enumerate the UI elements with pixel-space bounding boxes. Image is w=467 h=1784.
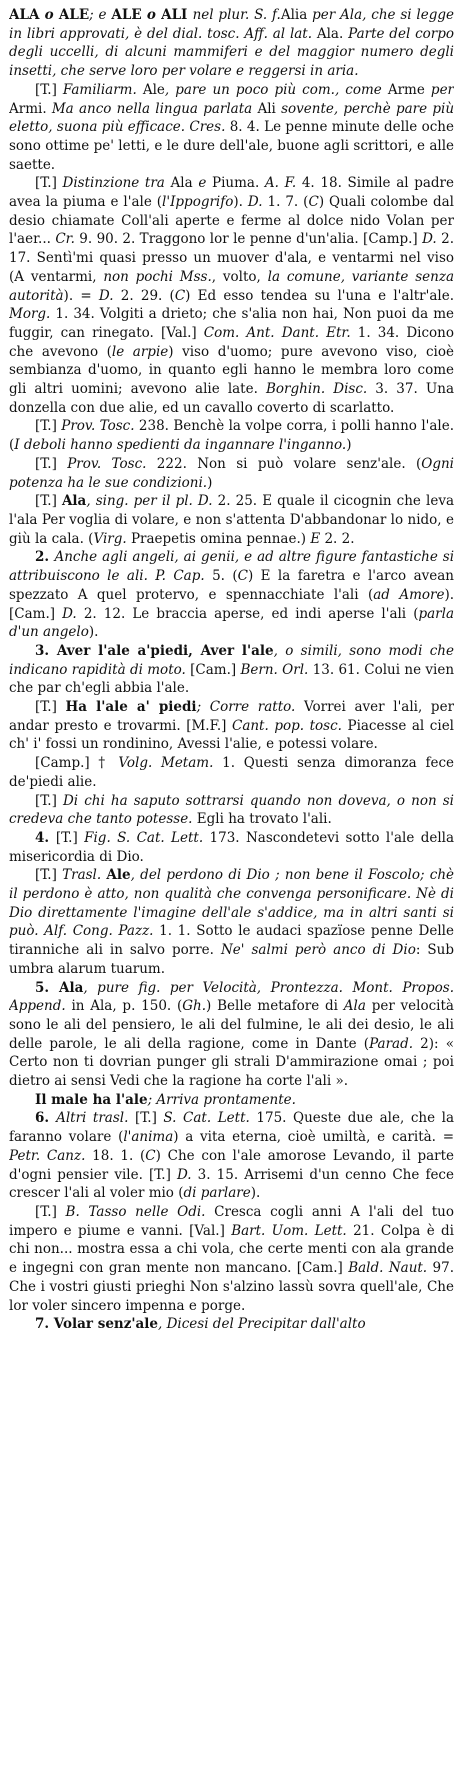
text-run: ) a vita eterna, cioè umiltà, e carità. = xyxy=(173,1129,454,1146)
text-run: Com. Ant. Dant. Etr. xyxy=(203,324,358,341)
text-run: le arpie xyxy=(111,343,169,360)
text-run: Fig. S. Cat. Lett. xyxy=(84,829,210,846)
text-run: Piacesse al ciel ch' i' fossi un rondinino, Avessi l'alie, e potessi volare. xyxy=(9,717,454,753)
text-run: Ala xyxy=(343,998,372,1015)
text-run: B. Tasso nelle Odi. xyxy=(65,1204,215,1220)
entry-paragraph xyxy=(9,754,454,791)
text-run: 97. Che i vostri giusti prieghi Non s'alzino lassù sovra quell'ale, Che lor voler sincero impenna e porge. xyxy=(9,1260,454,1314)
text-run: , sing. per il pl. D. xyxy=(86,493,218,510)
text-run: [T.] xyxy=(35,699,66,716)
text-run: Virg. xyxy=(93,530,131,547)
text-run: 5. Ala xyxy=(35,979,84,996)
text-run: Distinzione tra xyxy=(62,175,171,192)
text-run: C xyxy=(237,568,248,585)
text-run: ). = xyxy=(63,287,99,304)
text-run: Ala xyxy=(61,493,87,510)
text-run: in Ala, p. 150. ( xyxy=(71,998,183,1015)
text-run: Borghin. Disc. xyxy=(266,381,376,398)
text-run: 1. 7. ( xyxy=(267,194,309,211)
text-run: Bern. Orl. xyxy=(240,661,313,678)
text-run: Anche agli angeli, ai genii, e ad altre figure fantastiche si attribuiscono le ali. P. Cap. xyxy=(9,549,454,585)
text-run: : Sub umbra alarum tuarum. xyxy=(9,942,454,977)
entry-paragraph xyxy=(9,548,454,642)
entry-paragraph xyxy=(9,455,454,492)
text-run: S. Cat. Lett. xyxy=(163,1110,257,1127)
text-run: la comune, variante senza autorità xyxy=(9,268,454,304)
text-run: Trasl. xyxy=(62,867,107,884)
text-run: ) Belle metafore di xyxy=(206,998,344,1015)
text-run: 2. 12. Le braccia aperse, ed indi aperse l'ali ( xyxy=(83,605,419,622)
text-run: Vorrei aver l'ali, per andar presto e trovarmi. [M.F.] xyxy=(9,699,454,734)
text-run: Ala xyxy=(170,175,199,192)
text-run: ; e xyxy=(89,7,112,23)
text-run: 1. 1. Sotto le audaci spazïose penne Delle tiranniche ali in salvo porre. xyxy=(9,923,454,959)
text-run: Ma anco nella lingua parlata xyxy=(51,100,258,117)
text-run: Gh. xyxy=(182,998,207,1015)
text-run: D. xyxy=(62,605,84,622)
text-run: [T.] xyxy=(55,829,85,846)
text-run: e xyxy=(198,175,212,192)
text-run: [Camp.] † xyxy=(35,755,119,772)
text-run: Prov. Tosc. xyxy=(61,418,139,435)
text-run: Cr. xyxy=(55,231,80,248)
text-run: 2. 2. xyxy=(324,530,355,547)
text-run: ) Ed esso tendea su l'una e l'altr'ale. xyxy=(185,287,454,304)
text-run: Ne' salmi però anco di Dio xyxy=(220,942,416,959)
text-run: C xyxy=(145,1147,156,1164)
text-run: Altri trasl. xyxy=(56,1110,135,1127)
text-run: 21. Colpa è di chi non... mostra essa a chi vola, che certe menti con ala grande e ingegni con gran mente non mancano. [Cam.] xyxy=(9,1222,454,1277)
text-run: , o simili, sono modi che indicano rapidità di moto. xyxy=(9,642,454,678)
text-run: ALA xyxy=(9,7,45,23)
entry-paragraph xyxy=(9,698,454,754)
text-run: Ha l'ale a' piedi xyxy=(65,699,197,716)
entry-paragraph xyxy=(9,1109,454,1203)
text-run: ALE xyxy=(111,7,147,23)
text-run: 222. Non si può volare senz'ale. ( xyxy=(156,455,422,472)
text-run: C xyxy=(174,287,186,304)
text-run: 9. 90. 2. Traggono lor le penne d'un'alia. [Camp.] xyxy=(79,231,423,248)
text-run: 1. 34. Volgiti a drieto; che s'alia non hai, Non puoi da me fuggir, can rinegato. [Val.] xyxy=(9,306,454,341)
text-run: Ale xyxy=(106,867,131,884)
text-run: Ala. xyxy=(316,25,349,42)
text-run: Prov. Tosc. xyxy=(67,455,157,472)
text-run: 18. 1. ( xyxy=(92,1147,146,1164)
text-run: 3. 15. Arrisemi d'un cenno Che fece crescer l'ali al voler mio ( xyxy=(9,1166,454,1202)
text-run: Armi. xyxy=(9,100,52,117)
text-run: ) E la faretra e l'arco avean spezzato A quel protervo, e spennacchiate l'ali ( xyxy=(9,568,454,603)
text-run: 7. Volar senz'ale xyxy=(35,1316,158,1333)
text-run: Cant. pop. tosc. xyxy=(231,717,348,734)
text-run: ad Amore xyxy=(373,586,445,603)
text-run: ). xyxy=(233,194,248,211)
text-run: ) xyxy=(207,474,213,491)
text-run: [T.] xyxy=(35,455,68,472)
text-run: [T.] xyxy=(35,867,63,884)
text-run: Di chi ha saputo sottrarsi quando non doveva, o non si credeva che tanto potesse. xyxy=(9,792,454,828)
text-run: o xyxy=(146,7,162,23)
text-run: [T.] xyxy=(35,493,62,510)
text-run: per Ala, che si legge in libri approvati, è del dial. tosc. Aff. al lat. xyxy=(9,7,454,42)
text-run: Cresca cogli anni A l'ali del tuo impero e piume e vanni. [Val.] xyxy=(9,1204,454,1239)
text-run: E xyxy=(310,530,325,547)
text-run: 2): « Certo non ti dovrian punger gli strali D'ammirazione omai ; poi dietro ai sensi Vedi che la ragione ha corte l'ali ». xyxy=(9,1035,454,1090)
text-run: 13. 61. Colui ne vien che par ch'egli abbia l'ale. xyxy=(9,661,454,697)
text-run: [T.] xyxy=(35,418,62,435)
entry-paragraph xyxy=(9,979,454,1091)
text-run: D. xyxy=(176,1166,198,1183)
text-run: sovente, perchè pare più eletto, suona più efficace. Cres. xyxy=(9,100,454,136)
text-run: , pare un poco più com., come xyxy=(164,81,388,98)
text-run: 2. 29. ( xyxy=(120,287,175,304)
text-run: Arme xyxy=(387,81,431,98)
text-run: D. xyxy=(422,231,442,248)
text-run: C xyxy=(308,194,319,211)
text-run: ALI xyxy=(161,7,193,23)
dictionary-entry-column xyxy=(9,6,454,1768)
text-run: 238. Benchè la volpe corra, i polli hanno l'ale. ( xyxy=(9,418,454,454)
text-run: 1. Questi senza dimoranza fece de'piedi alie. xyxy=(9,755,454,790)
text-run: [T.] xyxy=(35,1204,66,1220)
text-run: 3. Aver l'ale a'piedi, Aver l'ale xyxy=(35,642,274,659)
text-run: Familiarm. xyxy=(62,81,143,98)
entry-paragraph xyxy=(9,866,454,978)
text-run: 2. xyxy=(35,549,55,566)
text-run: Egli ha trovato l'ali. xyxy=(196,811,332,828)
text-run: I deboli hanno spedienti da ingannare l'inganno. xyxy=(14,437,347,454)
entry-paragraph xyxy=(9,1315,454,1334)
text-run: ; Corre ratto. xyxy=(196,699,304,716)
entry-paragraph xyxy=(9,492,454,548)
entry-paragraph xyxy=(9,1091,454,1110)
entry-paragraph xyxy=(9,81,454,175)
text-run: Praepetis omina pennae.) xyxy=(130,530,311,547)
text-run: ). xyxy=(250,1185,261,1202)
text-run: 2. 17. Sentì'mi quasi presso un muover d'ala, e ventarmi nel viso (A ventarmi, xyxy=(9,231,454,285)
text-run: 175. Queste due ale, che la faranno volare ( xyxy=(9,1110,454,1146)
text-run: Ale xyxy=(142,81,165,98)
text-run: Il male ha l'ale xyxy=(35,1091,148,1108)
text-run: 2. 25. E quale il cicognin che leva l'ala Per voglia di volare, e non s'attenta D'abbandonar lo nido, e giù la cala. ( xyxy=(9,493,454,547)
text-run: , pure fig. per Velocità, Prontezza. Mont. Propos. Append. xyxy=(9,979,454,1015)
text-run: Alia xyxy=(280,7,313,23)
text-run: Volg. Metam. xyxy=(118,755,223,772)
entry-paragraph xyxy=(9,642,454,698)
text-run: 1. 34. Dicono che avevono ( xyxy=(9,324,454,360)
text-run: Ali xyxy=(257,100,282,117)
text-run: [T.] xyxy=(134,1110,164,1127)
entry-paragraph xyxy=(9,417,454,454)
text-run: ) Quali colombe dal desio chiamate Coll'ali aperte e ferme al dolce nido Volan per l'aer... xyxy=(9,194,454,248)
text-run: Parad. xyxy=(369,1035,421,1052)
text-run: ) xyxy=(346,437,352,454)
text-run: non pochi Mss. xyxy=(103,268,212,285)
text-run: [T.] xyxy=(35,175,63,192)
entry-paragraph xyxy=(9,1203,454,1315)
text-run: ) Che con l'ale amorose Levando, il parte d'ogni pensier vile. [T.] xyxy=(9,1147,454,1183)
entry-paragraph xyxy=(9,174,454,417)
text-run: per velocità sono le ali del pensiero, le ali del fulmine, le ali dei desio, le ali delle parole, le ali della ragione, come in Dante ( xyxy=(9,998,454,1052)
text-run: ). xyxy=(88,624,99,641)
text-run: Piuma. xyxy=(212,175,265,192)
text-run: Ogni potenza ha le sue condizioni. xyxy=(9,455,454,491)
text-run: l'anima xyxy=(123,1129,174,1146)
text-run: D. xyxy=(247,194,268,211)
entry-paragraph xyxy=(9,829,454,866)
entry-paragraph xyxy=(9,792,454,829)
text-run: [T.] xyxy=(35,81,63,98)
text-run: ; Arriva prontamente. xyxy=(147,1091,296,1108)
text-run: parla d'un angelo xyxy=(9,605,454,641)
text-run: [Cam.] xyxy=(190,661,241,678)
text-run: 3. 37. Una donzella con due alie, ed un cavallo coverto di scarlatto. xyxy=(9,381,454,416)
text-run: 5. ( xyxy=(212,568,238,585)
text-run: nel plur. S. f. xyxy=(192,7,281,23)
text-run: Morg. xyxy=(9,306,56,323)
text-run: D. xyxy=(98,287,121,304)
text-run: Petr. Canz. xyxy=(9,1147,93,1164)
text-run: Bald. Naut. xyxy=(348,1260,433,1277)
text-run: di parlare xyxy=(183,1185,251,1202)
text-run: 173. Nascondetevi sotto l'ale della misericordia di Dio. xyxy=(9,829,454,865)
text-run: , Dicesi del Precipitar dall'alto xyxy=(158,1316,366,1333)
text-run: A. F. xyxy=(264,175,302,192)
text-run: ). [Cam.] xyxy=(9,586,454,622)
entry-paragraph xyxy=(9,6,454,81)
text-run: ) viso d'uomo; pure avevono viso, cioè sembianza d'uomo, in quanto egli hanno le membra loro come gli altri uomini; avevono alie late. xyxy=(9,343,454,398)
text-run: per xyxy=(430,81,454,98)
text-run: , volto, xyxy=(211,268,268,285)
text-run: 4. 18. Simile al padre avea la piuma e l'ale ( xyxy=(9,175,454,211)
text-run: 8. 4. Le penne minute delle oche sono ottime pe' letti, e le dure dell'ale, buone agli scrittori, e alle saette. xyxy=(9,119,454,173)
text-run: [T.] xyxy=(35,792,63,809)
text-run: l'Ippogrifo xyxy=(162,194,234,211)
text-run: ALE xyxy=(58,7,90,23)
text-run: , del perdono di Dio ; non bene il Foscolo; chè il perdono è atto, non qualità che convenga personificare. Nè di Dio direttamente l'imagine dell'ale s'addice, ma in altri santi si può. Alf. Cong. Pazz. xyxy=(9,867,454,940)
text-run: o xyxy=(44,7,59,23)
text-run: Parte del corpo degli uccelli, di alcuni mammiferi e del maggior numero degli insetti, che serve loro per volare e reggersi in aria. xyxy=(9,25,454,80)
text-run: Bart. Uom. Lett. xyxy=(231,1222,354,1239)
text-run: 6. xyxy=(35,1110,57,1127)
text-run: 4. xyxy=(35,829,56,846)
